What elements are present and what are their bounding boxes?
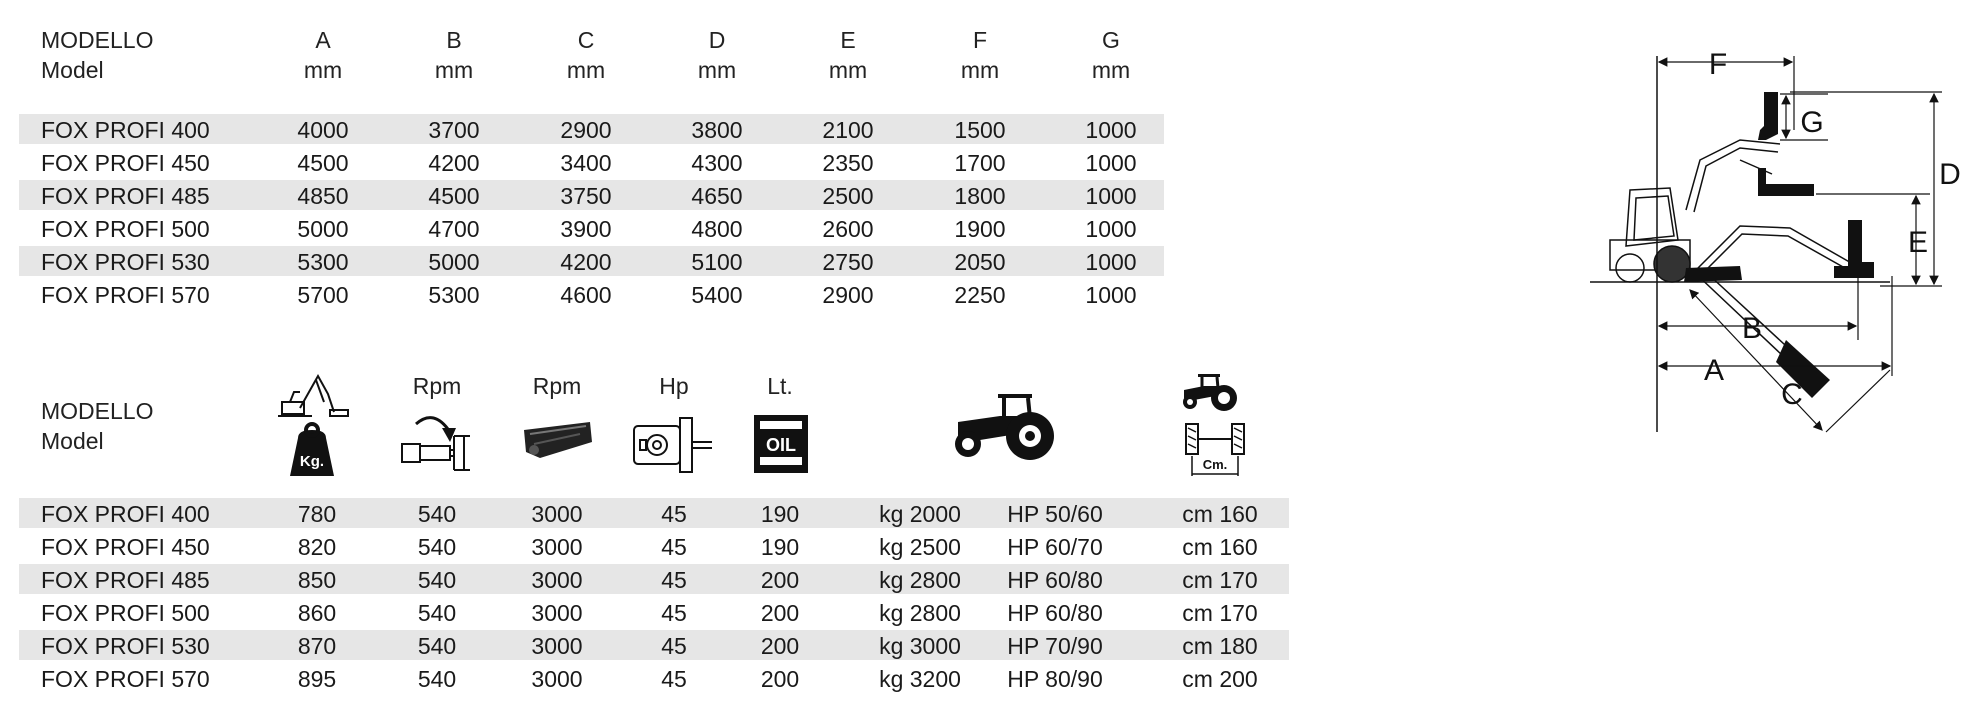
spec-rpm-pto: 540	[417, 534, 457, 560]
table-row	[19, 597, 1289, 627]
spec-rpm-pto: 540	[417, 501, 457, 527]
spec-oil: 200	[760, 600, 800, 626]
header-col-b	[404, 25, 504, 85]
dimension-value: 4650	[691, 183, 743, 209]
spec-hp: 45	[661, 534, 687, 560]
model-name: FOX PROFI 485	[41, 183, 210, 209]
table-row	[19, 531, 1289, 561]
spec-track: cm 170	[1182, 600, 1258, 626]
dimension-value: 1000	[1085, 183, 1137, 209]
diagram-label-e: E	[1907, 226, 1928, 259]
dimension-value: 2600	[822, 216, 874, 242]
dimension-value: 4600	[560, 282, 612, 308]
table-row	[19, 213, 1164, 243]
spec-rpm-rotor: 3000	[531, 534, 583, 560]
table-row	[19, 630, 1289, 660]
spec-tractor-hp: HP 60/80	[1007, 567, 1103, 593]
model-name: FOX PROFI 450	[41, 150, 210, 176]
header-letter: B	[446, 27, 462, 53]
header-col-f	[930, 25, 1030, 85]
dimension-value: 5400	[691, 282, 743, 308]
spec-tractor-hp: HP 50/60	[1007, 501, 1103, 527]
model-name: FOX PROFI 500	[41, 216, 210, 242]
model-name: FOX PROFI 400	[41, 501, 210, 527]
header-unit: mm	[960, 57, 1000, 83]
dimension-value: 5300	[428, 282, 480, 308]
header-model	[41, 396, 153, 456]
spec-tractor-hp: HP 60/80	[1007, 600, 1103, 626]
weight-icon	[276, 372, 356, 482]
dimension-value: 1000	[1085, 150, 1137, 176]
dimension-value: 1500	[954, 117, 1006, 143]
dimension-value: 3700	[428, 117, 480, 143]
model-name: FOX PROFI 570	[41, 282, 210, 308]
track-cm-label: Cm.	[1202, 457, 1228, 472]
spec-rpm-pto: 540	[417, 666, 457, 692]
spec-weight: 780	[297, 501, 337, 527]
header-model-it: MODELLO	[41, 398, 154, 424]
hydraulic-pump-icon	[630, 412, 716, 476]
dimension-value: 2250	[954, 282, 1006, 308]
dimension-value: 1700	[954, 150, 1006, 176]
spec-tractor-hp: HP 80/90	[1007, 666, 1103, 692]
spec-rpm-rotor: 3000	[531, 666, 583, 692]
dimension-value: 4850	[297, 183, 349, 209]
header-letter: F	[972, 27, 988, 53]
rotor-icon	[520, 418, 596, 466]
spec-weight: 895	[297, 666, 337, 692]
dimension-value: 3900	[560, 216, 612, 242]
spec-weight: 870	[297, 633, 337, 659]
spec-oil: 200	[760, 666, 800, 692]
dimension-value: 5300	[297, 249, 349, 275]
header-col-c	[536, 25, 636, 85]
header-col-d	[667, 25, 767, 85]
spec-weight: 860	[297, 600, 337, 626]
spec-hp: 45	[661, 501, 687, 527]
spec-oil: 190	[760, 501, 800, 527]
header-model-en: Model	[41, 428, 104, 454]
dimension-value: 1800	[954, 183, 1006, 209]
oil-tank-icon	[752, 413, 810, 475]
spec-rpm-rotor: 3000	[531, 501, 583, 527]
spec-track: cm 160	[1182, 534, 1258, 560]
header-hp: Hp	[659, 373, 689, 399]
header-col-e	[798, 25, 898, 85]
header-unit: mm	[697, 57, 737, 83]
spec-hp: 45	[661, 666, 687, 692]
header-unit: mm	[1091, 57, 1131, 83]
dimension-value: 4500	[297, 150, 349, 176]
spec-tractor-hp: HP 70/90	[1007, 633, 1103, 659]
header-rpm-pto: Rpm	[412, 373, 462, 399]
dimension-value: 4300	[691, 150, 743, 176]
spec-hp: 45	[661, 633, 687, 659]
spec-tractor-kg: kg 2800	[879, 567, 961, 593]
spec-track: cm 170	[1182, 567, 1258, 593]
header-letter: G	[1102, 27, 1120, 53]
dimension-value: 4000	[297, 117, 349, 143]
dimension-value: 5700	[297, 282, 349, 308]
dimension-value: 1000	[1085, 249, 1137, 275]
spec-rpm-rotor: 3000	[531, 600, 583, 626]
spec-rpm-rotor: 3000	[531, 567, 583, 593]
table-row	[19, 246, 1164, 276]
spec-oil: 200	[760, 567, 800, 593]
weight-kg-label: Kg.	[299, 453, 325, 470]
header-unit: mm	[566, 57, 606, 83]
dimension-value: 5000	[428, 249, 480, 275]
model-name: FOX PROFI 400	[41, 117, 210, 143]
spec-track: cm 160	[1182, 501, 1258, 527]
dimension-value: 4200	[428, 150, 480, 176]
diagram-label-c: C	[1781, 378, 1803, 411]
dimension-value: 3750	[560, 183, 612, 209]
dimension-value: 4500	[428, 183, 480, 209]
dimension-value: 4200	[560, 249, 612, 275]
model-name: FOX PROFI 530	[41, 633, 210, 659]
dimension-value: 2900	[822, 282, 874, 308]
spec-tractor-hp: HP 60/70	[1007, 534, 1103, 560]
spec-oil: 200	[760, 633, 800, 659]
dimension-value: 2750	[822, 249, 874, 275]
header-letter: C	[577, 27, 595, 53]
diagram-tractor	[1590, 56, 1890, 432]
spec-weight: 820	[297, 534, 337, 560]
header-unit: mm	[434, 57, 474, 83]
spec-tractor-kg: kg 2800	[879, 600, 961, 626]
table-row	[19, 180, 1164, 210]
dimension-value: 2350	[822, 150, 874, 176]
header-unit: mm	[303, 57, 343, 83]
dimension-diagram	[1590, 40, 1970, 455]
header-letter: A	[315, 27, 331, 53]
spec-tractor-kg: kg 2500	[879, 534, 961, 560]
header-letter: E	[840, 27, 856, 53]
dimension-value: 3800	[691, 117, 743, 143]
dimension-value: 4800	[691, 216, 743, 242]
spec-hp: 45	[661, 567, 687, 593]
spec-rpm-pto: 540	[417, 600, 457, 626]
dimension-value: 2900	[560, 117, 612, 143]
model-name: FOX PROFI 485	[41, 567, 210, 593]
header-unit: mm	[828, 57, 868, 83]
header-model-en: Model	[41, 57, 104, 83]
header-col-g	[1061, 25, 1161, 85]
dimension-value: 2100	[822, 117, 874, 143]
dimension-value: 1900	[954, 216, 1006, 242]
header-letter: D	[708, 27, 726, 53]
table-row	[19, 498, 1289, 528]
spec-rpm-pto: 540	[417, 633, 457, 659]
spec-track: cm 180	[1182, 633, 1258, 659]
header-model	[41, 25, 153, 85]
diagram-label-b: B	[1741, 312, 1763, 345]
table-row	[19, 564, 1289, 594]
spec-rpm-pto: 540	[417, 567, 457, 593]
dimension-value: 1000	[1085, 117, 1137, 143]
spec-tractor-kg: kg 3000	[879, 633, 961, 659]
diagram-label-d: D	[1939, 158, 1961, 191]
diagram-label-f: F	[1708, 48, 1728, 81]
spec-oil: 190	[760, 534, 800, 560]
spec-rpm-rotor: 3000	[531, 633, 583, 659]
spec-hp: 45	[661, 600, 687, 626]
model-name: FOX PROFI 500	[41, 600, 210, 626]
table-row	[19, 663, 1289, 693]
tractor-icon	[950, 390, 1060, 462]
track-width-icon	[1180, 372, 1250, 482]
model-name: FOX PROFI 450	[41, 534, 210, 560]
header-rpm-rotor: Rpm	[532, 373, 582, 399]
dimension-value: 4700	[428, 216, 480, 242]
dimension-value: 2500	[822, 183, 874, 209]
oil-label: OIL	[766, 435, 796, 455]
header-oil: Lt.	[767, 373, 793, 399]
model-name: FOX PROFI 570	[41, 666, 210, 692]
spec-tractor-kg: kg 2000	[879, 501, 961, 527]
table-row	[19, 279, 1164, 309]
table-row	[19, 114, 1164, 144]
header-model-it: MODELLO	[41, 27, 154, 53]
dimension-value: 3400	[560, 150, 612, 176]
spec-tractor-kg: kg 3200	[879, 666, 961, 692]
dimension-value: 5100	[691, 249, 743, 275]
dimension-value: 1000	[1085, 282, 1137, 308]
diagram-label-g: G	[1800, 106, 1824, 139]
pto-rpm-icon	[398, 410, 476, 478]
spec-track: cm 200	[1182, 666, 1258, 692]
dimension-value: 2050	[954, 249, 1006, 275]
table-row	[19, 147, 1164, 177]
spec-weight: 850	[297, 567, 337, 593]
dimension-value: 1000	[1085, 216, 1137, 242]
diagram-label-a: A	[1703, 354, 1725, 387]
model-name: FOX PROFI 530	[41, 249, 210, 275]
header-col-a	[273, 25, 373, 85]
dimension-value: 5000	[297, 216, 349, 242]
